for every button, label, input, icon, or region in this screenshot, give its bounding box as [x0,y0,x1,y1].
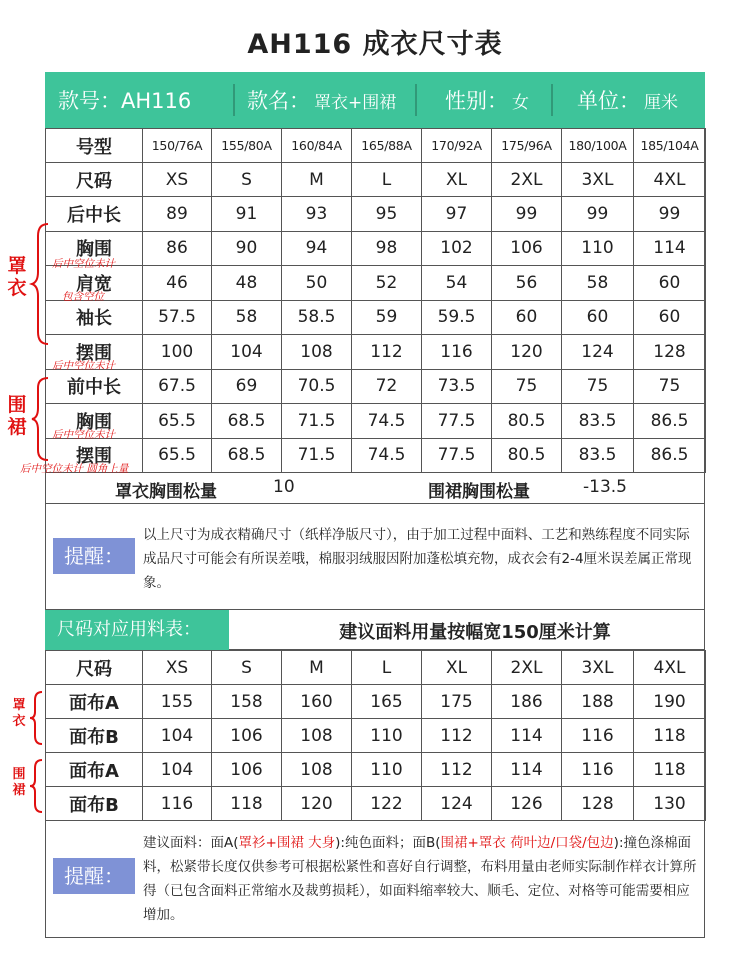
table-cell: 91 [212,197,282,232]
measure-row [46,335,706,370]
table-cell: 108 [282,335,352,370]
size-cell: M [282,163,352,197]
table-cell: 97 [422,197,492,232]
table-cell: 54 [422,266,492,301]
model-cell: 180/100A [562,129,634,163]
table-cell: 112 [352,335,422,370]
row-label: 尺码 [46,163,143,197]
table-cell: 83.5 [562,438,634,473]
row-label: 肩宽 [46,266,143,301]
table-cell: 65.5 [143,404,212,439]
unit-label: 单位： [577,89,640,113]
table-cell: 67.5 [143,369,212,404]
gender-value: 女 [512,92,529,113]
table-cell: 120 [282,787,352,821]
table-cell: 100 [143,335,212,370]
divider [551,84,553,116]
table-cell: 104 [143,753,212,787]
table-cell: 106 [212,753,282,787]
style-name-value: 罩衣+围裙 [314,92,397,113]
table-cell: 114 [634,231,706,266]
measure-row [46,266,706,301]
red-note-3: 后中空位未计 [52,360,115,372]
unit-value: 厘米 [644,92,678,113]
table-cell: 69 [212,369,282,404]
table-cell: 60 [492,300,562,335]
size-cell: S [212,651,282,685]
table-cell: 89 [143,197,212,232]
size-cell: S [212,163,282,197]
size-cell: 2XL [492,651,562,685]
table-cell: 86.5 [634,404,706,439]
row-label: 面布B [46,719,143,753]
measure-row [46,369,706,404]
table-cell: 104 [212,335,282,370]
size-cell: 4XL [634,651,706,685]
size-cell: 2XL [492,163,562,197]
table-cell: 99 [492,197,562,232]
table-cell: 124 [562,335,634,370]
row-label: 面布A [46,685,143,719]
size-cell: XL [422,651,492,685]
table-cell: 60 [562,300,634,335]
note-box-1 [45,504,705,610]
red-note-1: 后中空位未计 [52,258,115,270]
table-cell: 86.5 [634,438,706,473]
table-cell: 106 [212,719,282,753]
table-cell: 68.5 [212,438,282,473]
table-cell: 160 [282,685,352,719]
table-cell: 59 [352,300,422,335]
size-cell: L [352,651,422,685]
gender [417,72,551,128]
model-cell: 160/84A [282,129,352,163]
note-tag-2: 提醒： [53,858,135,894]
table-cell: 73.5 [422,369,492,404]
table-cell: 75 [492,369,562,404]
measure-row [46,300,706,335]
row-label: 摆围 [46,335,143,370]
fabric-row [46,685,706,719]
model-cell: 150/76A [143,129,212,163]
model-row [46,129,706,163]
table-cell: 58 [562,266,634,301]
table-cell: 71.5 [282,438,352,473]
measure-row [46,197,706,232]
style-name [235,72,415,128]
size-row [46,163,706,197]
style-name-label: 款名： [247,89,310,113]
table-cell: 102 [422,231,492,266]
row-label: 尺码 [46,651,143,685]
model-cell: 155/80A [212,129,282,163]
table-cell: 114 [492,753,562,787]
table-cell: 60 [634,300,706,335]
row-label: 面布B [46,787,143,821]
table-cell: 112 [422,753,492,787]
table-cell: 80.5 [492,438,562,473]
top-ease-label: 罩衣胸围松量 [115,482,217,502]
gender-label: 性别： [445,89,508,113]
table-cell: 56 [492,266,562,301]
table-cell: 95 [352,197,422,232]
table-cell: 74.5 [352,438,422,473]
measure-row [46,231,706,266]
fabric-row [46,753,706,787]
table-cell: 106 [492,231,562,266]
note-text-1: 以上尺寸为成衣精确尺寸（纸样净版尺寸），由于加工过程中面料、工艺和熟练程度不同实际成品尺寸可能会有所误差哦，棉服羽绒服因附加蓬松填充物，成衣会有2-4厘米误差属正常现象。 [143,527,692,591]
table-cell: 126 [492,787,562,821]
red-note-2: 包含空位 [62,291,104,303]
ease-row [45,470,705,504]
row-label: 胸围 [46,404,143,439]
note2-part-2: ):纯色面料；面B( [335,835,441,851]
table-cell: 74.5 [352,404,422,439]
size-cell: 3XL [562,651,634,685]
fabric-brace-top [28,690,44,746]
table-cell: 112 [422,719,492,753]
table-cell: 118 [212,787,282,821]
table-cell: 90 [212,231,282,266]
table-cell: 124 [422,787,492,821]
table-cell: 116 [562,719,634,753]
table-cell: 65.5 [143,438,212,473]
model-cell: 170/92A [422,129,492,163]
fabric-group-label-top: 罩衣 [12,698,26,729]
table-cell: 120 [492,335,562,370]
fabric-title: 建议面料用量按幅宽150厘米计算 [339,622,611,643]
table-cell: 71.5 [282,404,352,439]
table-cell: 83.5 [562,404,634,439]
table-cell: 77.5 [422,438,492,473]
table-cell: 118 [634,719,706,753]
table-cell: 128 [634,335,706,370]
red-note-4: 后中空位未计 [52,429,115,441]
table-cell: 104 [143,719,212,753]
note-tag-1: 提醒： [53,538,135,574]
fabric-brace-apron [28,758,44,814]
group-label-top: 罩衣 [7,255,27,299]
fabric-group-label-apron: 围裙 [12,767,26,798]
note2-part-1: 建议面料：面A( [143,835,239,851]
fabric-row [46,719,706,753]
fabric-row [46,787,706,821]
header-bar [45,72,705,128]
row-label: 前中长 [46,369,143,404]
measure-row [46,438,706,473]
table-cell: 190 [634,685,706,719]
table-cell: 155 [143,685,212,719]
table-cell: 98 [352,231,422,266]
red-note-5: 后中空位未计 圆角上量 [20,463,129,475]
size-cell: 3XL [562,163,634,197]
table-cell: 188 [562,685,634,719]
fabric-bar [45,610,705,650]
model-cell: 165/88A [352,129,422,163]
divider [233,84,235,116]
table-cell: 110 [562,231,634,266]
table-cell: 93 [282,197,352,232]
fabric-tag: 尺码对应用料表： [45,610,229,650]
table-cell: 108 [282,753,352,787]
size-cell: XS [143,651,212,685]
fabric-size-row [46,651,706,685]
table-cell: 116 [143,787,212,821]
table-cell: 68.5 [212,404,282,439]
table-cell: 110 [352,719,422,753]
row-label: 胸围 [46,231,143,266]
size-cell: XL [422,163,492,197]
table-cell: 116 [562,753,634,787]
table-cell: 70.5 [282,369,352,404]
table-cell: 50 [282,266,352,301]
table-cell: 80.5 [492,404,562,439]
table-cell: 94 [282,231,352,266]
table-cell: 128 [562,787,634,821]
page-title: AH116 成衣尺寸表 [247,29,503,60]
table-cell: 165 [352,685,422,719]
table-cell: 186 [492,685,562,719]
table-cell: 118 [634,753,706,787]
size-cell: L [352,163,422,197]
table-cell: 108 [282,719,352,753]
note-text-2 [143,831,699,927]
top-ease-value: 10 [273,477,295,497]
table-cell: 130 [634,787,706,821]
measure-row [46,404,706,439]
table-cell: 99 [634,197,706,232]
unit [553,72,703,128]
row-label: 面布A [46,753,143,787]
table-cell: 58 [212,300,282,335]
row-label: 后中长 [46,197,143,232]
table-cell: 75 [634,369,706,404]
note2-red-2: 围裙+罩衣 荷叶边/口袋/包边 [440,835,614,851]
table-cell: 86 [143,231,212,266]
table-cell: 59.5 [422,300,492,335]
table-cell: 99 [562,197,634,232]
note-box-2 [45,820,705,938]
group-label-apron: 围裙 [7,394,27,438]
brace-apron [30,376,50,462]
table-cell: 52 [352,266,422,301]
table-cell: 48 [212,266,282,301]
row-label: 号型 [46,129,143,163]
brace-top [30,222,50,346]
table-cell: 110 [352,753,422,787]
row-label: 袖长 [46,300,143,335]
size-cell: M [282,651,352,685]
table-cell: 57.5 [143,300,212,335]
table-cell: 116 [422,335,492,370]
table-cell: 72 [352,369,422,404]
apron-ease-value: -13.5 [583,477,627,497]
fabric-table [45,650,706,821]
size-cell: XS [143,163,212,197]
divider [415,84,417,116]
size-table [45,128,706,473]
row-label: 摆围 [46,438,143,473]
size-cell: 4XL [634,163,706,197]
table-cell: 75 [562,369,634,404]
apron-ease-label: 围裙胸围松量 [428,482,530,502]
table-cell: 77.5 [422,404,492,439]
table-cell: 175 [422,685,492,719]
style-no: 款号：AH116 [58,89,192,113]
note2-red-1: 罩衫+围裙 大身 [238,835,336,851]
table-cell: 158 [212,685,282,719]
table-cell: 114 [492,719,562,753]
table-cell: 58.5 [282,300,352,335]
table-cell: 60 [634,266,706,301]
table-cell: 122 [352,787,422,821]
model-cell: 175/96A [492,129,562,163]
note2-part-3: ):撞色涤棉面料，松紧带长度仅供参考可根据松紧性和喜好自行调整，布料用量由老师实际制作样衣计算所得（已包含面料正常缩水及裁剪损耗），如面料缩率较大、顺毛、定位、对格等可能需要相应增加。 [143,835,697,923]
table-cell: 46 [143,266,212,301]
model-cell: 185/104A [634,129,706,163]
